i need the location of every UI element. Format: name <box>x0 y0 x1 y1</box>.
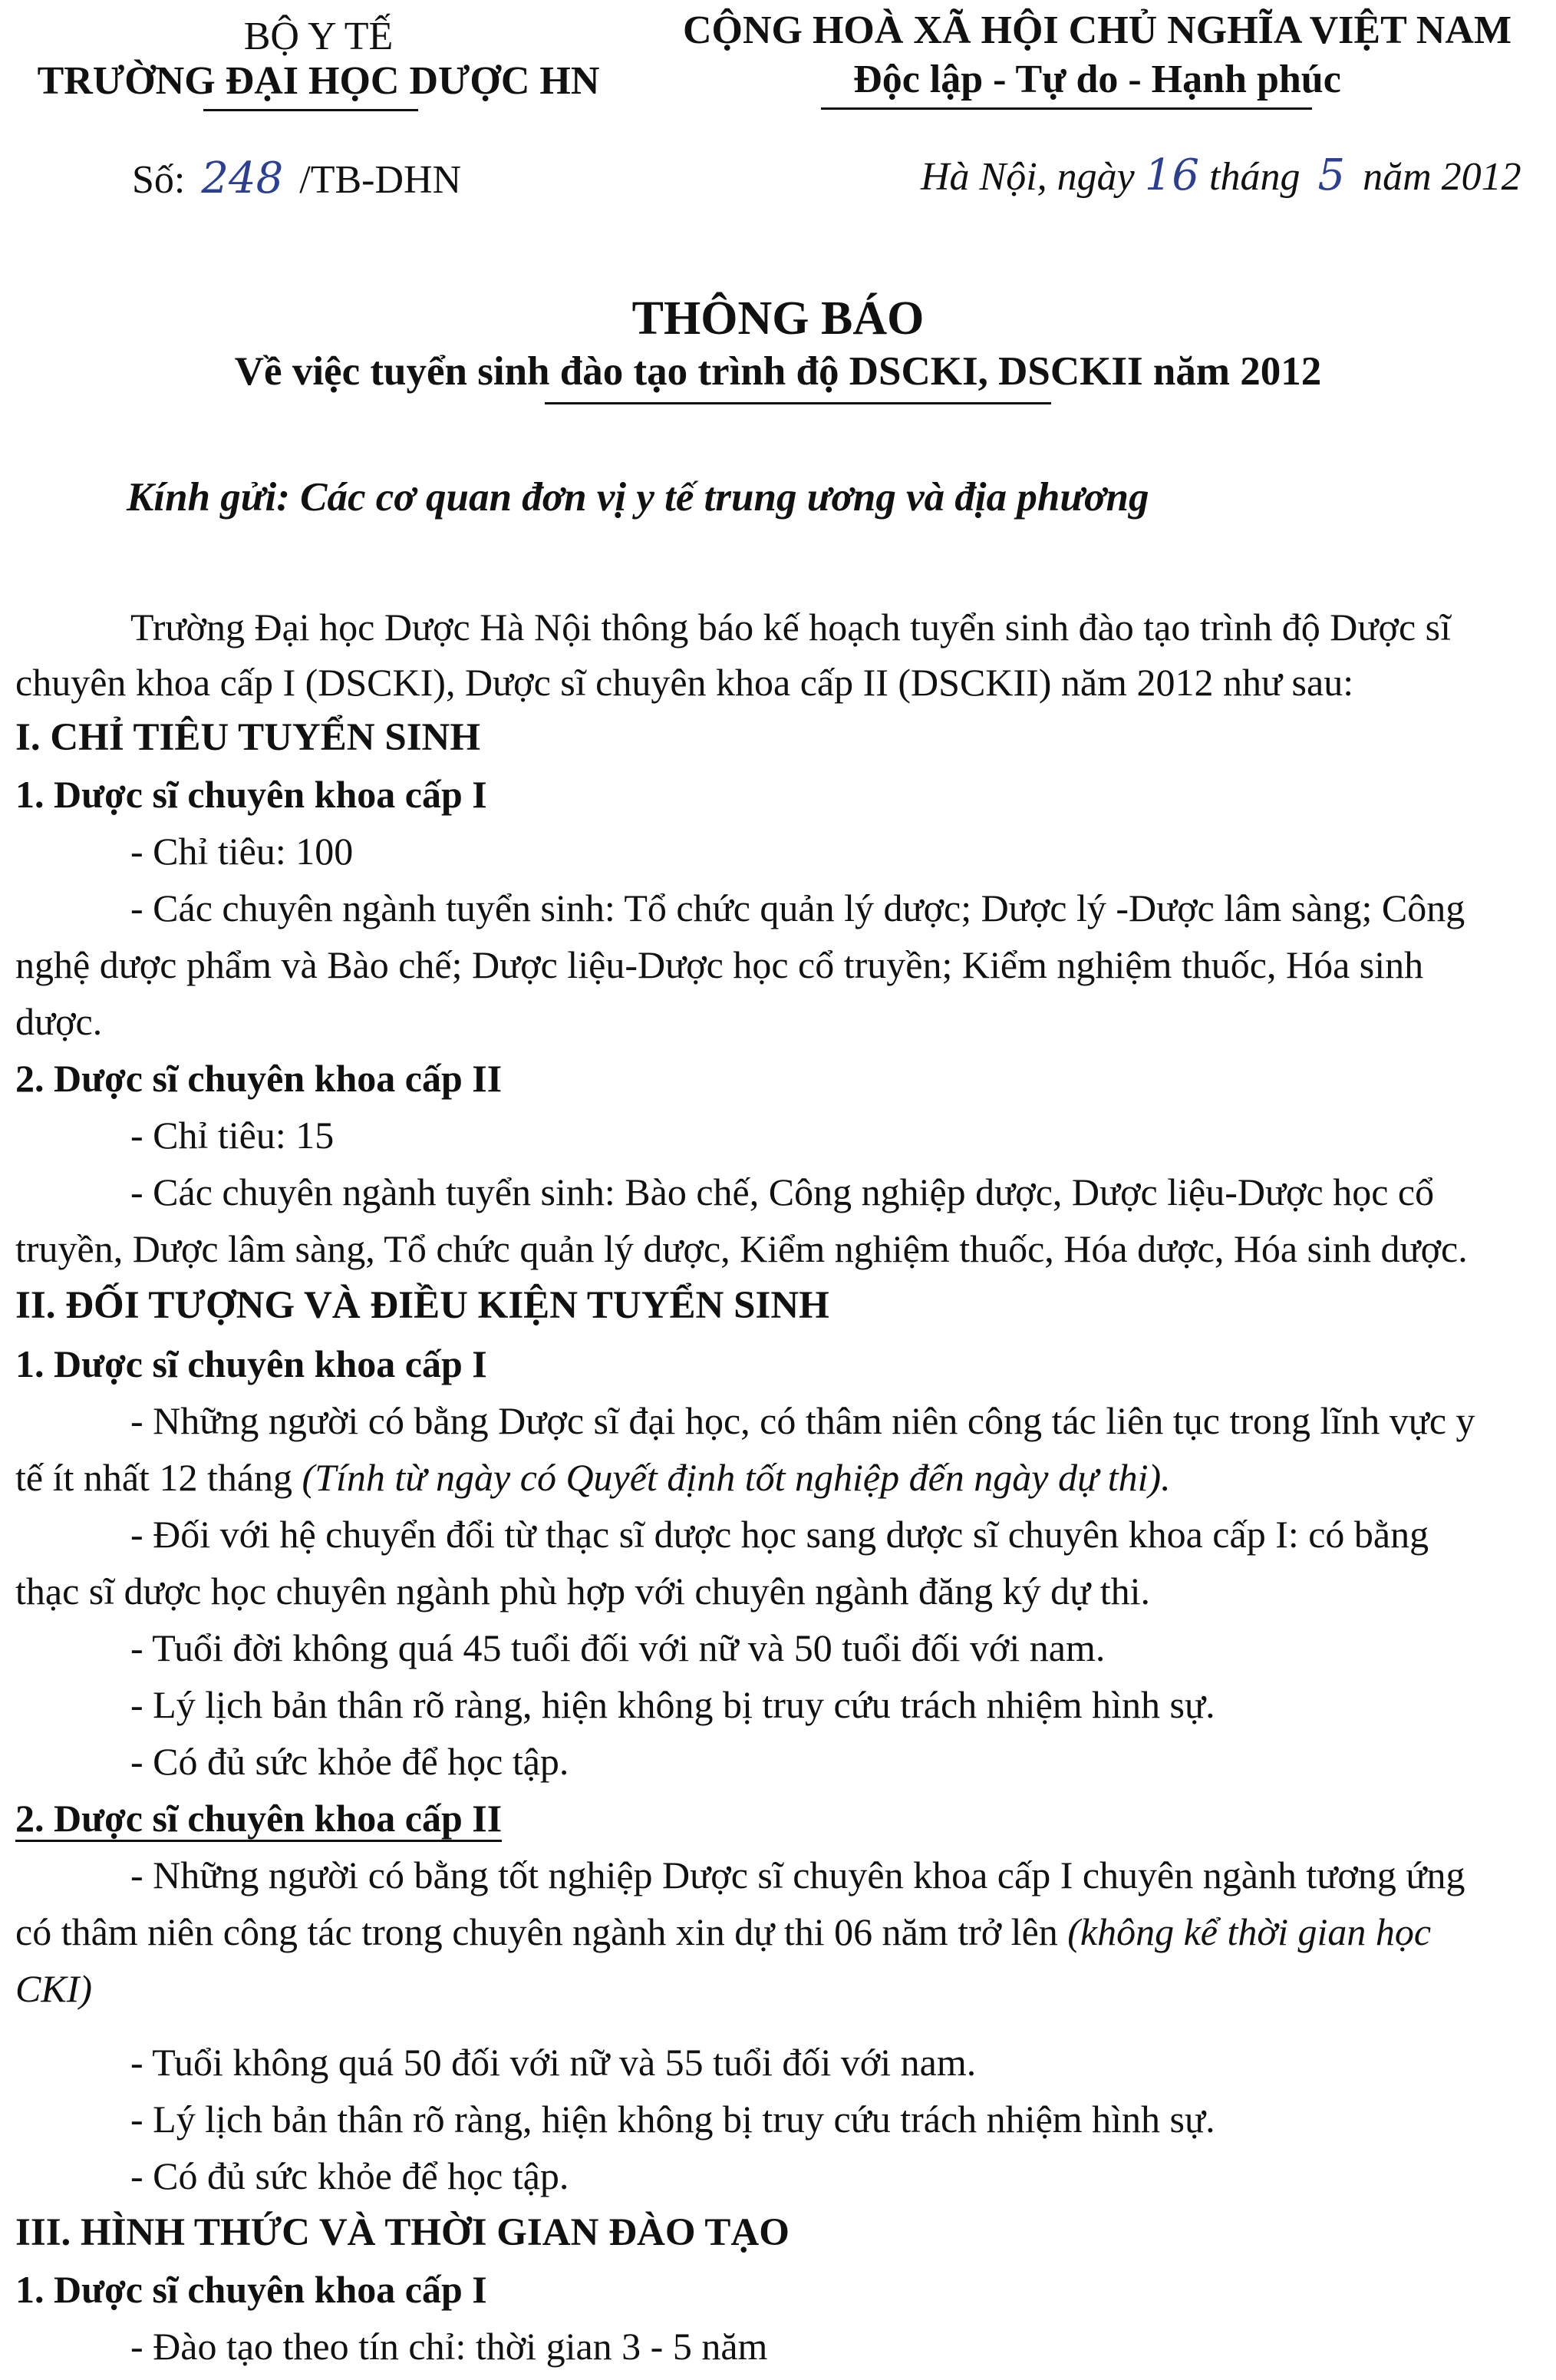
intro-line-2: chuyên khoa cấp I (DSCKI), Dược sĩ chuyên khoa cấp II (DSCKII) năm 2012 như sau: <box>15 661 1354 704</box>
s2-cki-line-1: - Những người có bằng Dược sĩ đại học, có thâm niên công tác liên tục trong lĩnh vực y <box>130 1399 1475 1442</box>
s2-ckii-line-3: CKI) <box>15 1967 92 2010</box>
date-prefix: Hà Nội, ngày <box>921 155 1135 199</box>
s1-ckii-quota: - Chỉ tiêu: 15 <box>130 1114 335 1157</box>
date-day-handwritten: 16 <box>1144 150 1200 200</box>
s1-cki-quota: - Chỉ tiêu: 100 <box>130 830 354 873</box>
s1-subheading-ckii: 2. Dược sĩ chuyên khoa cấp II <box>15 1057 503 1100</box>
section-1-heading: I. CHỈ TIÊU TUYỂN SINH <box>15 716 481 759</box>
date-month-label: tháng <box>1209 155 1301 199</box>
number-value-handwritten: 248 <box>201 153 284 203</box>
ministry-name: BỘ Y TẾ <box>243 15 394 58</box>
s2-ckii-line-6: - Có đủ sức khỏe để học tập. <box>130 2154 569 2197</box>
s2-ckii-line-5: - Lý lịch bản thân rõ ràng, hiện không bị truy cứu trách nhiệm hình sự. <box>130 2098 1215 2141</box>
s1-ckii-majors-2: truyền, Dược lâm sàng, Tổ chức quản lý dược, Kiểm nghiệm thuốc, Hóa dược, Hóa sinh dược. <box>15 1227 1468 1270</box>
national-motto: Độc lập - Tự do - Hạnh phúc <box>853 58 1341 101</box>
section-3-heading: III. HÌNH THỨC VÀ THỜI GIAN ĐÀO TẠO <box>15 2211 790 2254</box>
school-underline <box>203 109 418 111</box>
s2-ckii-line-2-text: có thâm niên công tác trong chuyên ngành xin dự thi 06 năm trở lên <box>15 1910 1068 1953</box>
motto-underline <box>821 107 1312 110</box>
intro-line-1: Trường Đại học Dược Hà Nội thông báo kế hoạch tuyển sinh đào tạo trình độ Dược sĩ <box>130 606 1451 649</box>
s2-cki-line-3: - Đối với hệ chuyển đổi từ thạc sĩ dược học sang dược sĩ chuyên khoa cấp I: có bằng <box>130 1513 1429 1556</box>
page-title: THÔNG BÁO <box>631 292 925 345</box>
s2-ckii-line-2-note: (không kể thời gian học <box>1067 1910 1432 1953</box>
date-year: năm 2012 <box>1363 155 1521 199</box>
date-month-handwritten: 5 <box>1317 150 1346 200</box>
s1-ckii-majors-1: - Các chuyên ngành tuyển sinh: Bào chế, Công nghiệp dược, Dược liệu-Dược học cổ <box>130 1170 1435 1213</box>
recipient-line: Kính gửi: Các cơ quan đơn vị y tế trung ương và địa phương <box>127 475 1149 520</box>
s2-subheading-ckii <box>15 1790 1556 1847</box>
s2-cki-line-4: thạc sĩ dược học chuyên ngành phù hợp với chuyên ngành đăng ký dự thi. <box>15 1570 1151 1613</box>
s3-subheading-cki: 1. Dược sĩ chuyên khoa cấp I <box>15 2268 487 2311</box>
s2-ckii-line-1: - Những người có bằng tốt nghiệp Dược sĩ chuyên khoa cấp I chuyên ngành tương ứng <box>130 1853 1465 1896</box>
s2-subheading-ckii-text: 2. Dược sĩ chuyên khoa cấp II <box>15 1797 502 1842</box>
s2-cki-line-2 <box>15 1449 1556 1506</box>
number-suffix: /TB-DHN <box>299 158 462 202</box>
s1-cki-majors-2: nghệ dược phẩm và Bào chế; Dược liệu-Dược học cổ truyền; Kiểm nghiệm thuốc, Hóa sinh <box>15 943 1424 986</box>
s1-cki-majors-1: - Các chuyên ngành tuyển sinh: Tổ chức quản lý dược; Dược lý -Dược lâm sàng; Công <box>130 886 1465 929</box>
republic-name: CỘNG HOÀ XÃ HỘI CHỦ NGHĨA VIỆT NAM <box>682 8 1512 52</box>
s2-cki-line-5: - Tuổi đời không quá 45 tuổi đối với nữ và 50 tuổi đối với nam. <box>130 1626 1106 1669</box>
s2-ckii-line-2 <box>15 1903 1556 1960</box>
page-subtitle: Về việc tuyển sinh đào tạo trình độ DSCKI, DSCKII năm 2012 <box>234 349 1322 394</box>
document-number <box>132 153 461 203</box>
s2-subheading-cki: 1. Dược sĩ chuyên khoa cấp I <box>15 1342 487 1385</box>
s2-cki-line-6: - Lý lịch bản thân rõ ràng, hiện không bị truy cứu trách nhiệm hình sự. <box>130 1683 1215 1726</box>
s2-cki-line-7: - Có đủ sức khỏe để học tập. <box>130 1740 569 1783</box>
s1-cki-majors-3: dược. <box>15 1000 103 1043</box>
s2-cki-line-2-text: tế ít nhất 12 tháng <box>15 1456 302 1499</box>
number-label: Số: <box>132 158 186 202</box>
subtitle-underline <box>545 402 1051 404</box>
s2-cki-line-2-note: (Tính từ ngày có Quyết định tốt nghiệp đến ngày dự thi). <box>302 1456 1171 1499</box>
school-name: TRƯỜNG ĐẠI HỌC DƯỢC HN <box>37 59 600 103</box>
s1-subheading-cki: 1. Dược sĩ chuyên khoa cấp I <box>15 773 487 816</box>
s3-cki-line-1: - Đào tạo theo tín chỉ: thời gian 3 - 5 năm <box>130 2325 768 2368</box>
document-date <box>921 150 1521 200</box>
section-2-heading: II. ĐỐI TƯỢNG VÀ ĐIỀU KIỆN TUYỂN SINH <box>15 1284 829 1327</box>
s2-ckii-line-4: - Tuổi không quá 50 đối với nữ và 55 tuổi đối với nam. <box>130 2041 977 2084</box>
